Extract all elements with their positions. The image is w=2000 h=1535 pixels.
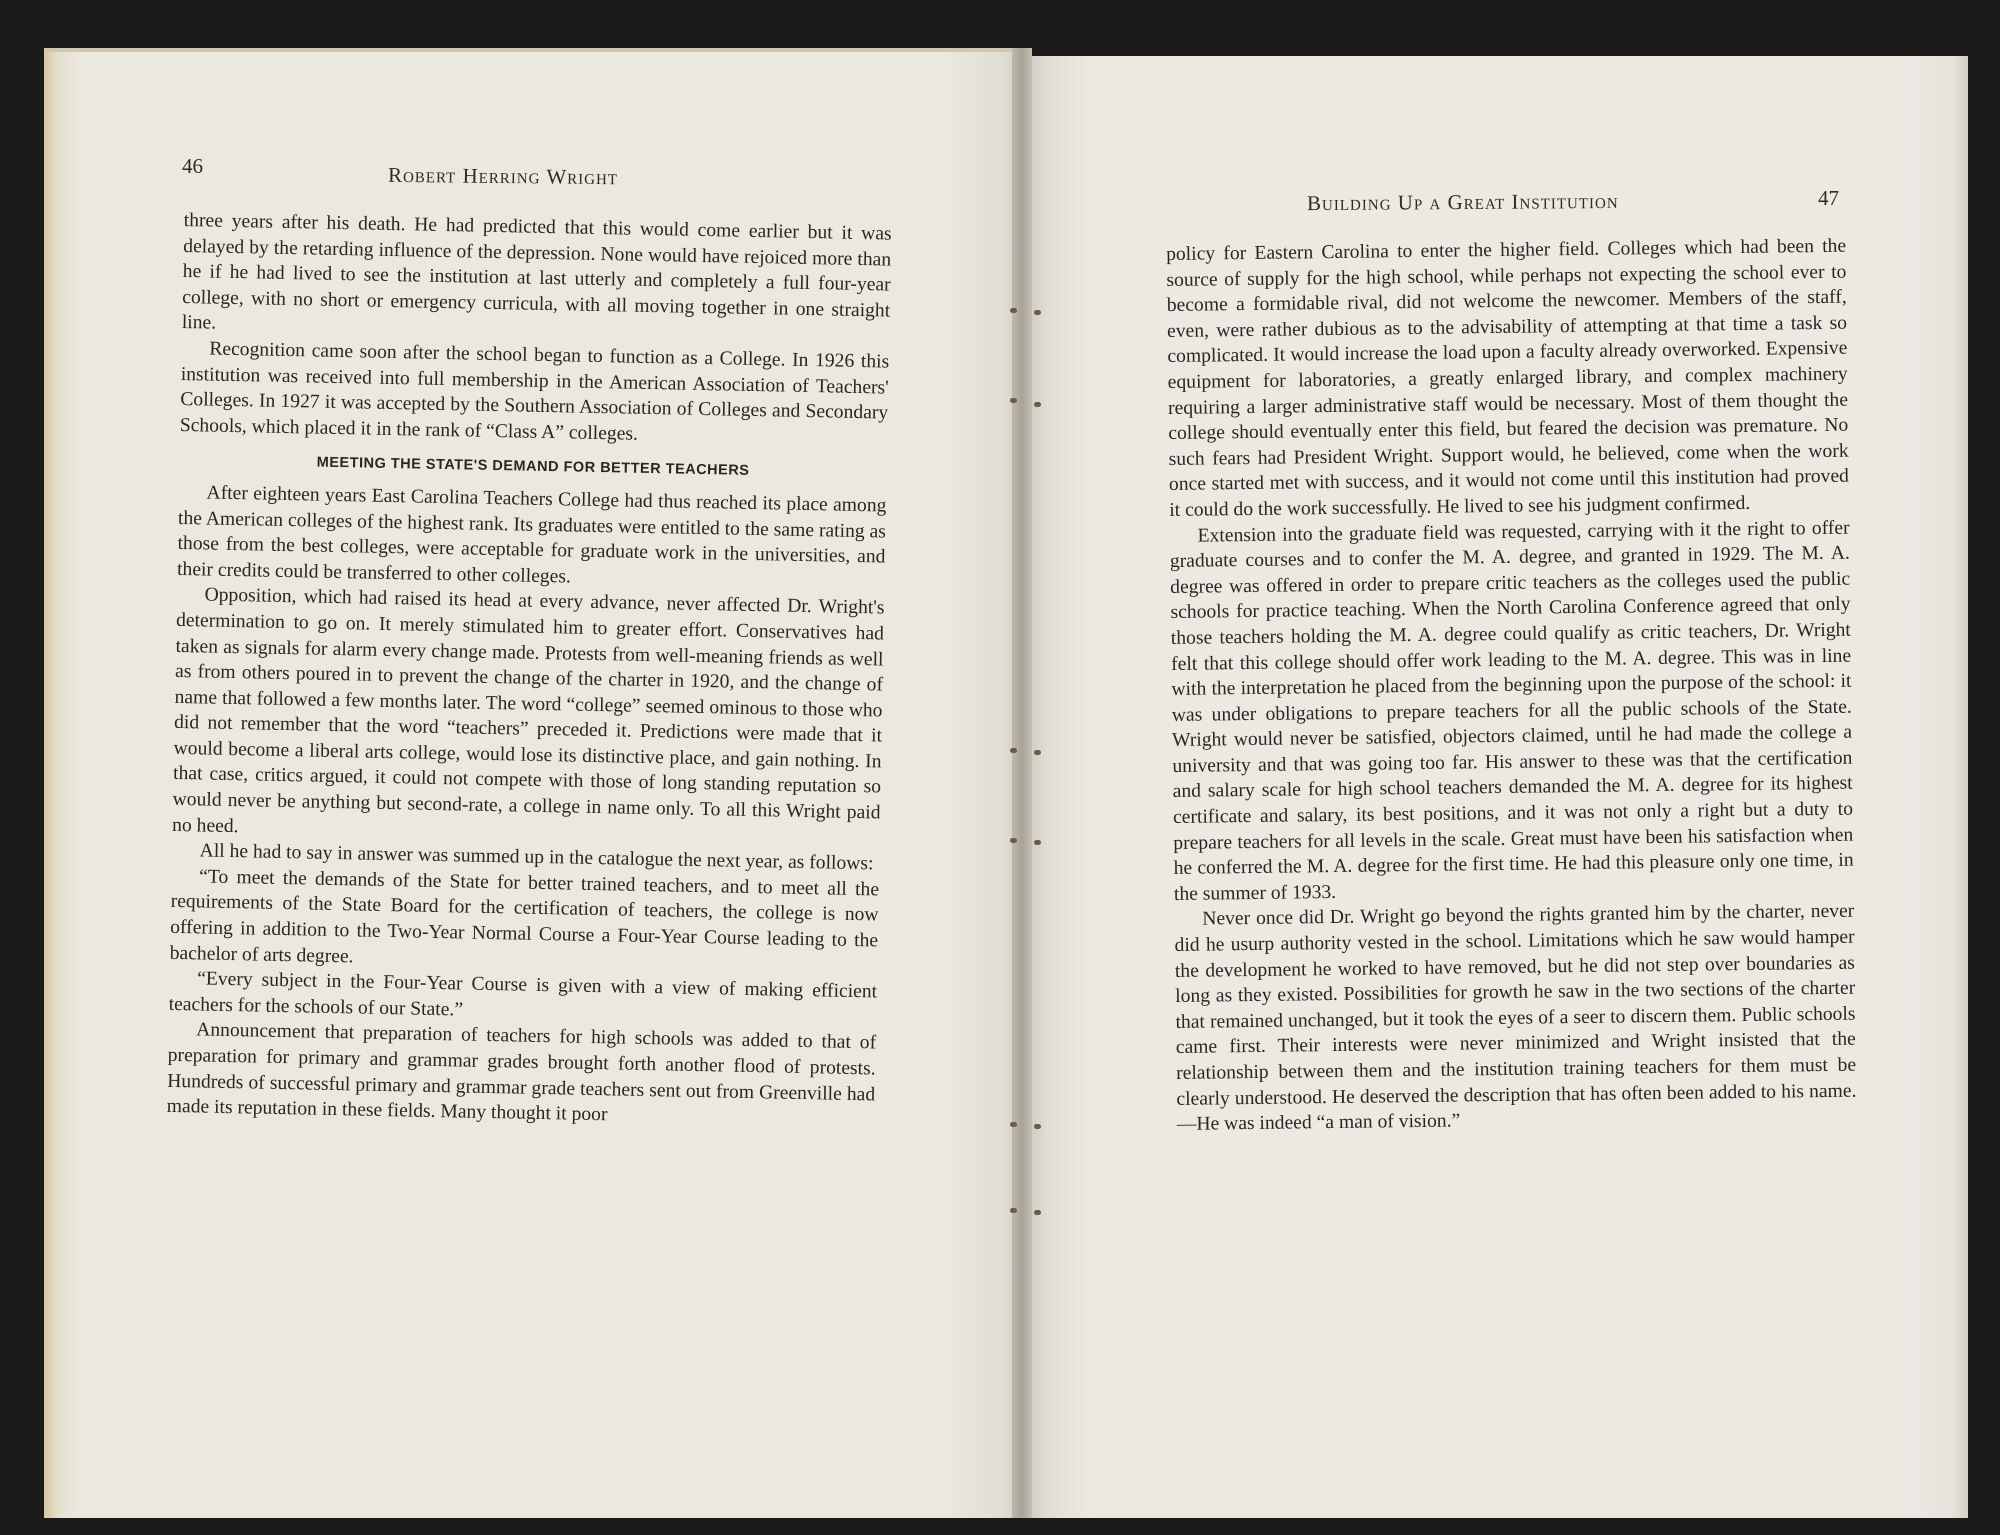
binding-stitch xyxy=(1010,398,1017,403)
binding-stitch xyxy=(1010,1122,1017,1127)
paragraph: All he had to say in answer was summed up in the catalogue the next year, as follows: xyxy=(199,840,874,875)
right-page-body xyxy=(1166,234,1857,1138)
binding-stitch xyxy=(1010,1208,1017,1213)
paragraph: policy for Eastern Carolina to enter the higher field. Colleges which had been the source of supply for the high school, while perhaps not expecting the school ever to become a formidable rival, did not welcome the newcomer. Members of the staff, even, were rather dubious as to the advisability of attempting at that time a task so complicated. It would increase the load upon a faculty already overworked. Expensive equipment for laboratories, a greatly enlarged library, and complex machinery requiring a larger administrative staff would be necessary. Most of them thought the college should eventually enter this field, but feared the decision was premature. No such fears had President Wright. Support would, he believed, come when the work once started met with success, and it would not come until this institution had proved it could do the work successfully. He lived to see his judgment confirmed. xyxy=(1166,235,1850,521)
left-page xyxy=(44,48,1022,1518)
left-page-body xyxy=(166,208,891,1133)
paragraph: Opposition, which had raised its head at every advance, never affected Dr. Wright's determination to go on. It merely stimulated him to greater effort. Conservatives had taken as signals for alarm every change made. Protests from well-meaning friends as well as from others poured in to prevent the change of the charter in 1920, and the change of name that followed a few months later. The word “college” seemed ominous to those who did not remember that the word “teachers” preceded it. Predictions were made that it would become a liberal arts college, would lose its distinctive place, and gain nothing. In that case, critics argued, it could not compete with those of long standing reputation so would never be anything but second-rate, a college in name only. To all this Wright paid no heed. xyxy=(171,584,885,837)
binding-stitch xyxy=(1034,750,1041,755)
right-page-number: 47 xyxy=(1818,186,1839,210)
binding-stitch xyxy=(1010,748,1017,753)
open-book xyxy=(44,48,1968,1518)
binding-stitch xyxy=(1010,308,1017,313)
paragraph: Recognition came soon after the school began to function as a College. In 1926 this institution was received into full membership in the American Association of Teachers' Colleges. In 1927 it was accepted by the Southern Association of Colleges and Secondary Schools, which placed it in the rank of “Class A” colleges. xyxy=(179,338,890,445)
paragraph: Announcement that preparation of teachers for high schools was added to that of preparation for primary and grammar grades brought forth another flood of protests. Hundreds of successful primary and grammar grade teachers sent out from Greenville had made its reputation in these fields. Many thought it poor xyxy=(166,1019,877,1126)
right-page xyxy=(1022,56,1968,1518)
left-running-head: Robert Herring Wright xyxy=(387,162,619,190)
quoted-paragraph: “To meet the demands of the State for better trained teachers, and to meet all the requirements of the State Board for the certification of teachers, the college is now offering in addition to the Two-Year Normal Course a Four-Year Course leading to the bachelor of arts degree. xyxy=(169,866,880,968)
binding-stitch xyxy=(1034,1124,1041,1129)
binding-stitch xyxy=(1034,1210,1041,1215)
paragraph: Extension into the graduate field was requested, carrying with it the right to offer graduate courses and to confer the M. A. degree, and granted in 1929. The M. A. degree was offered in order to prepare critic teachers as the colleges used the public schools for practice teaching. When the North Carolina Conference agreed that only those teachers holding the M. A. degree could qualify as critic teachers, Dr. Wright felt that this college should offer work leading to the M. A. degree. This was in line with the interpretation he placed from the beginning upon the purpose of the school: it was under obligations to prepare teachers for all the public schools of the State. Wright would never be satisfied, objectors claimed, until he had made the college a university and that was going too far. His answer to these was that the certification and salary scale for high school teachers demanded the M. A. degree for its highest certificate and salary, its best positions, and it was not only a right but a duty to prepare teachers for all levels in the scale. Great must have been his satisfaction when he conferred the M. A. degree for the first time. He had this pleasure only one time, in the summer of 1933. xyxy=(1169,517,1854,905)
book-spine xyxy=(1012,48,1032,1518)
left-page-number: 46 xyxy=(182,154,203,178)
paragraph: After eighteen years East Carolina Teachers College had thus reached its place among the American colleges of the highest rank. Its graduates were entitled to the same rating as those from the best colleges, were acceptable for graduate work in the universities, and their credits could be transferred to other colleges. xyxy=(176,482,887,588)
binding-stitch xyxy=(1034,402,1041,407)
paragraph: three years after his death. He had predicted that this would come earlier but it was delayed by the retarding influence of the depression. None would have rejoiced more than he if he had lived to see the institution at last utterly and completely a full four-year college, with no short or emergency curricula, with all moving together in one straight line. xyxy=(181,209,892,335)
binding-stitch xyxy=(1034,310,1041,315)
section-heading: MEETING THE STATE'S DEMAND FOR BETTER TEACHERS xyxy=(316,454,750,480)
binding-stitch xyxy=(1010,838,1017,843)
paragraph: Never once did Dr. Wright go beyond the rights granted him by the charter, never did he usurp authority vested in the school. Limitations which he saw would hamper the development he worked to have removed, but he did not step over boundaries as long as they existed. Possibilities for growth he saw in the two sections of the charter that remained unchanged, but it took the eyes of a seer to discern them. Public schools came first. Their interests were never minimized and Wright insisted that the relationship between them and the institution training teachers for them must be clearly understood. He deserved the description that has often been added to his name.—He was indeed “a man of vision.” xyxy=(1174,901,1857,1136)
binding-stitch xyxy=(1034,840,1041,845)
right-running-head: Building Up a Great Institution xyxy=(1306,188,1619,216)
quoted-paragraph: “Every subject in the Four-Year Course is given with a view of making efficient teachers for the schools of our State.” xyxy=(168,968,878,1021)
